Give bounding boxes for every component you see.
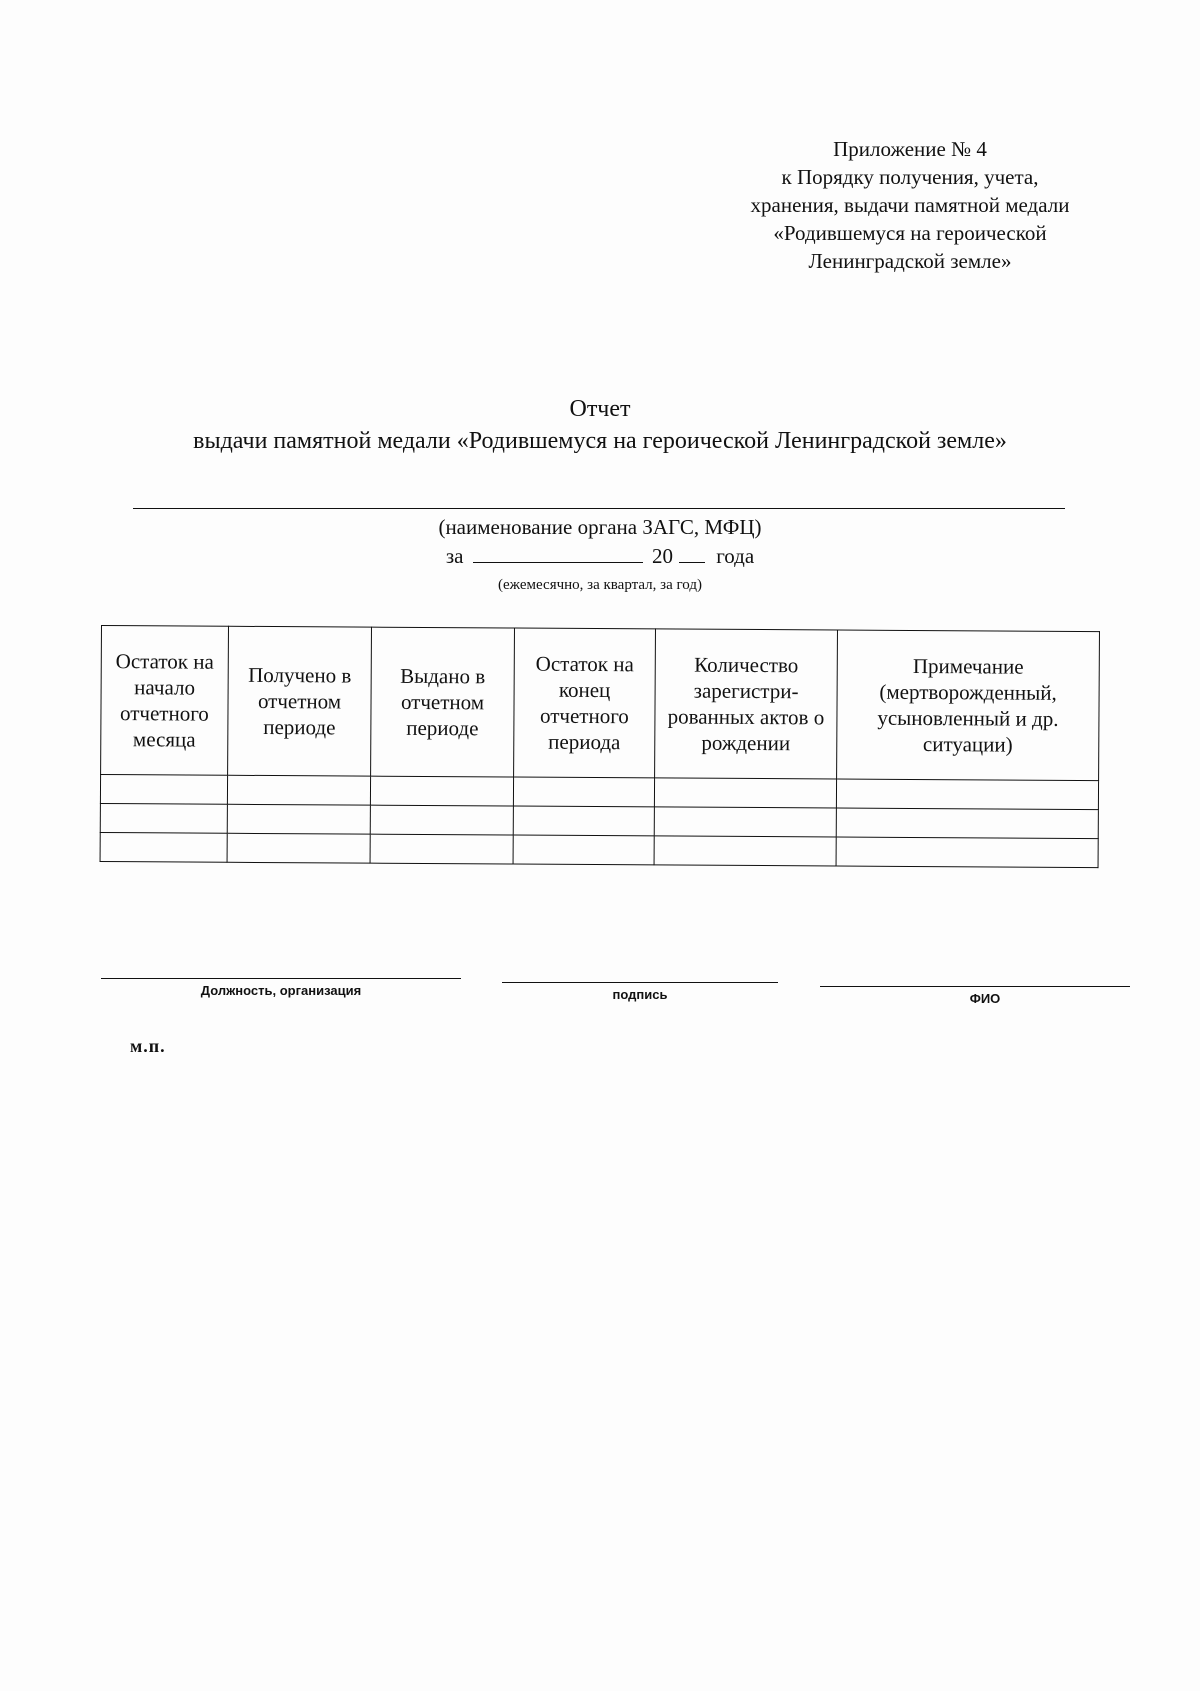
appendix-line: Ленинградской земле» bbox=[808, 249, 1012, 273]
appendix-line: хранения, выдачи памятной медали bbox=[750, 193, 1070, 217]
table-row bbox=[100, 832, 1098, 867]
table-cell bbox=[100, 832, 227, 862]
column-header: Количество зарегистри-рованных актов о рождении bbox=[655, 629, 838, 779]
column-header: Выдано в отчетном периоде bbox=[371, 627, 515, 777]
position-label: Должность, организация bbox=[200, 983, 362, 998]
column-header: Остаток на начало отчетного месяца bbox=[101, 626, 229, 776]
table-cell bbox=[227, 804, 370, 834]
table-cell bbox=[227, 833, 370, 863]
table-cell bbox=[227, 775, 370, 805]
period-line bbox=[0, 542, 1200, 570]
period-year-prefix: 20 bbox=[651, 544, 673, 568]
table-cell bbox=[100, 803, 227, 833]
table-cell bbox=[836, 779, 1098, 810]
signature-line bbox=[502, 982, 778, 983]
name-label: ФИО bbox=[969, 991, 1001, 1006]
org-name-blank bbox=[133, 508, 1065, 509]
column-header: Примечание (мертворожденный, усыновленный и др. ситуации) bbox=[837, 630, 1100, 781]
table-cell bbox=[836, 837, 1098, 868]
column-header: Получено в отчетном периоде bbox=[228, 626, 372, 776]
appendix-line: к Порядку получения, учета, bbox=[781, 165, 1039, 189]
appendix-line: «Родившемуся на героической bbox=[773, 221, 1047, 245]
table-cell bbox=[370, 834, 513, 864]
appendix-block bbox=[700, 135, 1120, 275]
appendix-line: Приложение № 4 bbox=[833, 137, 987, 161]
table-cell bbox=[654, 778, 836, 808]
table-cell bbox=[100, 775, 227, 805]
table-cell bbox=[370, 776, 513, 806]
table-cell bbox=[513, 835, 654, 865]
document-title: Отчет bbox=[569, 396, 631, 422]
document-subtitle: выдачи памятной медали «Родившемуся на героической Ленинградской земле» bbox=[193, 428, 1007, 454]
stamp-placeholder: м.п. bbox=[130, 1036, 166, 1056]
period-blank bbox=[473, 542, 643, 563]
year-blank bbox=[679, 542, 705, 563]
column-header: Остаток на конец отчетного периода bbox=[514, 628, 656, 778]
table-cell bbox=[836, 808, 1098, 839]
report-table bbox=[100, 625, 1100, 868]
period-suffix: года bbox=[716, 544, 755, 568]
table-cell bbox=[513, 777, 654, 807]
period-prefix: за bbox=[445, 544, 464, 568]
position-signature-line bbox=[101, 978, 461, 979]
signature-label: подпись bbox=[612, 987, 668, 1002]
table-cell bbox=[654, 836, 836, 866]
period-hint: (ежемесячно, за квартал, за год) bbox=[498, 577, 702, 593]
table-cell bbox=[513, 806, 654, 836]
table-cell bbox=[370, 805, 513, 835]
table-header-row bbox=[101, 626, 1100, 781]
org-name-caption: (наименование органа ЗАГС, МФЦ) bbox=[438, 515, 762, 539]
table-cell bbox=[654, 807, 836, 837]
name-signature-line bbox=[820, 986, 1130, 987]
